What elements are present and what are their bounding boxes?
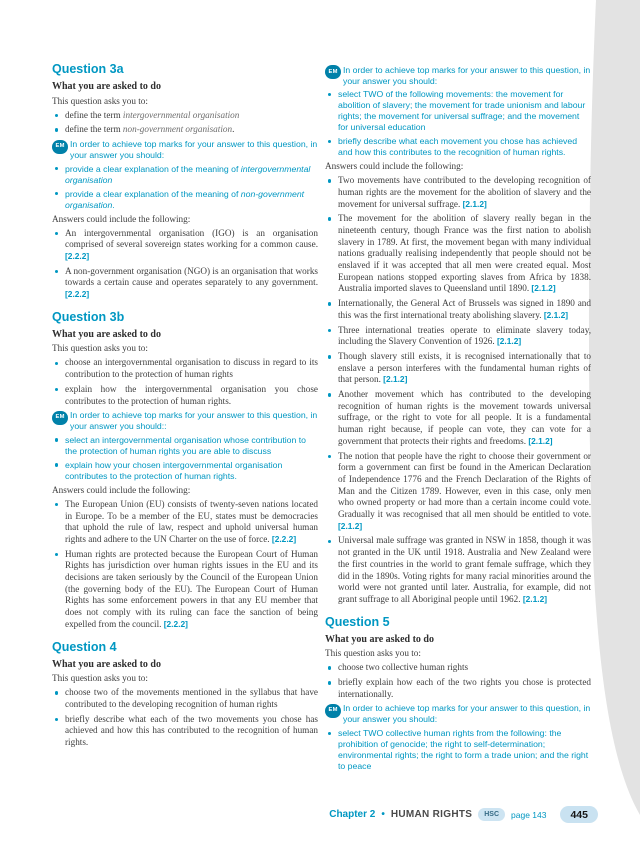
text-segment: What you are asked to do: [52, 81, 161, 92]
text-segment: This question asks you to:: [52, 343, 148, 354]
bullet-icon: [55, 388, 58, 391]
italic-term: non-government organisation: [65, 188, 305, 210]
subheading: [52, 329, 318, 341]
text-segment: This question asks you to:: [52, 95, 148, 106]
syllabus-ref: [2.2.2]: [271, 533, 297, 544]
bullet-icon: [55, 362, 58, 365]
text-segment: Question 3b: [52, 309, 125, 324]
text-segment: .: [232, 124, 235, 135]
text-segment: What you are asked to do: [52, 328, 161, 340]
text-segment: select TWO collective human rights from the following: the prohibition of genocide; the right to self-determination; environmental rights; the right to form a trade union; and the right to peace: [338, 727, 589, 771]
bullet-item: [52, 714, 318, 749]
bullet-icon: [55, 270, 58, 273]
bullet-item: [52, 357, 318, 380]
bullet-item: [52, 110, 318, 122]
bullet-icon: [328, 681, 331, 684]
syllabus-ref: [2.1.2]: [531, 283, 556, 294]
text-segment: .: [112, 199, 115, 210]
question-heading: [52, 310, 318, 324]
text-segment: In order to achieve top marks for your answer to this question, in your answer you should:: [70, 139, 318, 160]
paragraph: [325, 161, 591, 173]
bullet-item: [325, 535, 591, 605]
text-segment: An intergovernmental organisation (IGO) is an organisation comprised of several sovereign states working for a common cause.: [65, 227, 318, 250]
text-segment: The notion that people have the right to choose their government or form a government can first be found in the American Declaration of Independence 1776 and the French Declaration of the Rights of Man and the Citizen 1789. However, even in this case, only men who owned property or had more than a certain income could vote. Gradually it was recognised that all men should be entitled to vote.: [338, 450, 591, 520]
bullet-icon: [55, 232, 58, 235]
text-segment: provide a clear explanation of the meaning of: [65, 188, 241, 199]
text-segment: Question 3a: [52, 62, 124, 76]
bullet-icon: [328, 455, 331, 458]
text-segment: select TWO of the following movements: the movement for abolition of slavery; the movement for trade unionism and labour rights; the movement for universal suffrage; and the movement for universal education: [338, 89, 586, 132]
syllabus-ref: [2.2.2]: [65, 289, 90, 300]
bullet-icon: [55, 718, 58, 721]
text-segment: select an intergovernmental organisation whose contribution to the protection of human rights you are able to discuss: [65, 434, 306, 456]
text-segment: choose two collective human rights: [338, 662, 469, 673]
page-number-badge: 445: [560, 806, 598, 823]
bullet-icon: [55, 503, 58, 506]
text-segment: define the term: [65, 109, 123, 120]
bullet-item: [52, 687, 318, 710]
bullet-item: [52, 384, 318, 407]
paragraph: [52, 673, 318, 685]
bullet-item: [325, 451, 591, 533]
text-segment: define the term: [65, 124, 123, 135]
exam-tip-bullet: [52, 435, 318, 457]
bullet-icon: [328, 732, 331, 735]
bullet-item: [325, 213, 591, 295]
bullet-icon: [328, 93, 331, 96]
bullet-item: [325, 175, 591, 210]
text-segment: Another movement which has contributed to the developing recognition of human rights is the movement towards universal suffrage, or the right to vote for all people. It is a fundamental human right because, if people can vote, they can vote for a government that protects their rights and freedoms.: [338, 389, 591, 446]
text-segment: explain how your chosen intergovernmental organisation contributes to the protection of human rights.: [65, 459, 283, 481]
syllabus-ref: [2.1.2]: [338, 520, 363, 531]
text-segment: choose an intergovernmental organisation to discuss in regard to its contribution to the protection of human rights: [65, 357, 318, 380]
text-segment: Question 4: [52, 639, 117, 654]
exam-tip-bullet: [325, 89, 591, 133]
syllabus-ref: [2.1.2]: [528, 435, 553, 446]
text-segment: Internationally, the General Act of Brussels was signed in 1890 and this was the first international treaty abolishing slavery.: [338, 298, 591, 320]
paragraph: [52, 485, 318, 497]
text-segment: The movement for the abolition of slavery really began in the nineteenth century, though France was the first nation to abolish slavery in 1789. At first, the movement began with many individual nations gradually realising independently that people should not be enslaved if it was accepted that all men were created equal. Most European nations stopped exporting slaves from Africa by 1838. Australia imported slaves to Queensland until 1890.: [338, 213, 591, 294]
text-segment: Human rights are protected because the European Court of Human Rights has jurisdiction over human rights issues in the EU and its decisions are taken seriously by the Council of the European Union (the governing body of the EU). The European Court of Human Rights has some enforcement powers in that any EU member that does not comply with its ruling can face the sanction of being expelled from the council.: [65, 548, 318, 629]
paragraph: [325, 648, 591, 660]
hsc-badge: HSC: [478, 808, 505, 821]
text-segment: briefly describe what each movement you chose has achieved and how this contributes to the recognition of human rights.: [338, 136, 578, 157]
bullet-icon: [328, 179, 331, 182]
bullet-icon: [328, 217, 331, 220]
bullet-item: [52, 124, 318, 136]
text-segment: This question asks you to:: [325, 648, 421, 659]
syllabus-ref: [2.1.2]: [383, 374, 408, 385]
text-segment: Two movements have contributed to the developing recognition of human rights are the movement for the abolition of slavery and the movement for universal suffrage.: [338, 175, 591, 209]
question-heading: [325, 615, 591, 629]
subheading: [52, 659, 318, 671]
bullet-icon: [328, 302, 331, 305]
bullet-icon: [55, 114, 58, 117]
bullet-item: [325, 325, 591, 348]
bullet-icon: [328, 540, 331, 543]
text-segment: provide a clear explanation of the meaning of: [65, 163, 241, 174]
bullet-item: [325, 351, 591, 386]
text-segment: In order to achieve top marks for your answer to this question, in your answer you should::: [70, 410, 318, 432]
text-segment: Question 5: [325, 614, 390, 629]
syllabus-ref: [2.1.2]: [462, 198, 487, 209]
bullet-item: [325, 662, 591, 674]
syllabus-ref: [2.1.2]: [496, 336, 522, 347]
text-segment: briefly describe what each of the two movements you chose has achieved and how this has contributed to the recognition of human rights.: [65, 713, 318, 747]
bullet-icon: [55, 167, 58, 170]
syllabus-ref: [2.1.2]: [543, 309, 569, 320]
bullet-icon: [55, 128, 58, 131]
text-segment: In order to achieve top marks for your answer to this question, in your answer you should:: [343, 64, 591, 86]
text-segment: Answers could include the following:: [52, 213, 191, 224]
text-segment: Answers could include the following:: [325, 161, 464, 171]
italic-term: intergovernmental organisation: [65, 163, 311, 185]
paragraph: [52, 96, 318, 108]
exam-tip-bullet: [325, 136, 591, 158]
exam-tip-bullet: [52, 189, 318, 211]
bullet-item: [325, 677, 591, 700]
paragraph: [52, 214, 318, 226]
text-segment: Answers could include the following:: [52, 484, 191, 495]
text-segment: Though slavery still exists, it is recognised internationally that to enslave a person interferes with the fundamental human rights of that person.: [338, 350, 591, 385]
page-ref-label: page 143: [511, 809, 547, 820]
exam-tip-lead: [325, 65, 591, 87]
em-badge-icon: EM: [52, 411, 68, 425]
question-heading: [52, 62, 318, 76]
text-segment: choose two of the movements mentioned in the syllabus that have contributed to the developing recognition of human rights: [65, 687, 318, 709]
exam-tip-bullet: [325, 728, 591, 772]
exam-tip-lead: [52, 410, 318, 432]
bullet-icon: [55, 192, 58, 195]
text-segment: A non-government organisation (NGO) is an organisation that works towards a certain cause and operates separately to any government.: [65, 265, 318, 288]
bullet-item: [52, 499, 318, 546]
left-column: [52, 62, 318, 775]
text-segment: What you are asked to do: [52, 658, 161, 670]
em-badge-icon: EM: [52, 140, 68, 154]
text-segment: Universal male suffrage was granted in NSW in 1858, though it was not granted in the UK until 1918. Australia and New Zealand were the first countries in the world to grant female suffrage, which they did in the 1890s. Voting rights for many racial minorities around the world were not granted until later. Australia, for example, did not grant suffrage to all Aboriginal people until 1962.: [338, 535, 591, 604]
syllabus-ref: [2.2.2]: [65, 251, 90, 261]
text-segment: explain how the intergovernmental organisation you chose contributes to the protection of human rights.: [65, 383, 318, 406]
text-segment: The European Union (EU) consists of twenty-seven nations located in Europe. To be a member of the EU, states must be democracies that uphold the rule of law, respect and uphold universal human rights and adhere to the UN Charter on the use of force.: [65, 498, 318, 544]
bullet-icon: [328, 393, 331, 396]
bullet-icon: [55, 463, 58, 466]
bullet-icon: [328, 355, 331, 358]
text-segment: This question asks you to:: [52, 673, 148, 684]
paragraph: [52, 343, 318, 355]
em-badge-icon: EM: [325, 65, 341, 79]
page-footer: [0, 806, 598, 823]
syllabus-ref: [2.2.2]: [163, 618, 188, 629]
page-curl-shape: [589, 0, 640, 815]
bullet-icon: [328, 329, 331, 332]
text-segment: briefly explain how each of the two rights you chose is protected internationally.: [338, 677, 591, 699]
bullet-item: [325, 389, 591, 448]
question-heading: [52, 640, 318, 654]
syllabus-ref: [2.1.2]: [522, 594, 548, 604]
subheading: [52, 81, 318, 93]
em-badge-icon: EM: [325, 704, 341, 718]
bullet-item: [52, 266, 318, 301]
exam-tip-lead: [325, 703, 591, 725]
bullet-item: [52, 228, 318, 263]
section-label: HUMAN RIGHTS: [390, 809, 473, 820]
subheading: [325, 634, 591, 646]
right-column: [325, 62, 591, 775]
exam-tip-bullet: [52, 460, 318, 482]
text-segment: Three international treaties operate to eliminate slavery today, including the Slavery Convention of 1926.: [338, 324, 591, 347]
italic-term: intergovernmental organisation: [122, 109, 240, 120]
bullet-icon: [328, 666, 331, 669]
bullet-icon: [328, 140, 331, 143]
text-segment: What you are asked to do: [325, 633, 434, 645]
exam-tip-bullet: [52, 164, 318, 186]
chapter-label: Chapter 2: [329, 809, 376, 820]
bullet-icon: [55, 553, 58, 556]
footer-separator: •: [381, 809, 385, 820]
bullet-item: [325, 298, 591, 321]
italic-term: non-government organisation: [122, 124, 233, 135]
page-content: [52, 62, 592, 775]
bullet-icon: [55, 438, 58, 441]
text-segment: In order to achieve top marks for your answer to this question, in your answer you should:: [343, 703, 591, 725]
bullet-icon: [55, 691, 58, 694]
exam-tip-lead: [52, 139, 318, 161]
bullet-item: [52, 549, 318, 631]
